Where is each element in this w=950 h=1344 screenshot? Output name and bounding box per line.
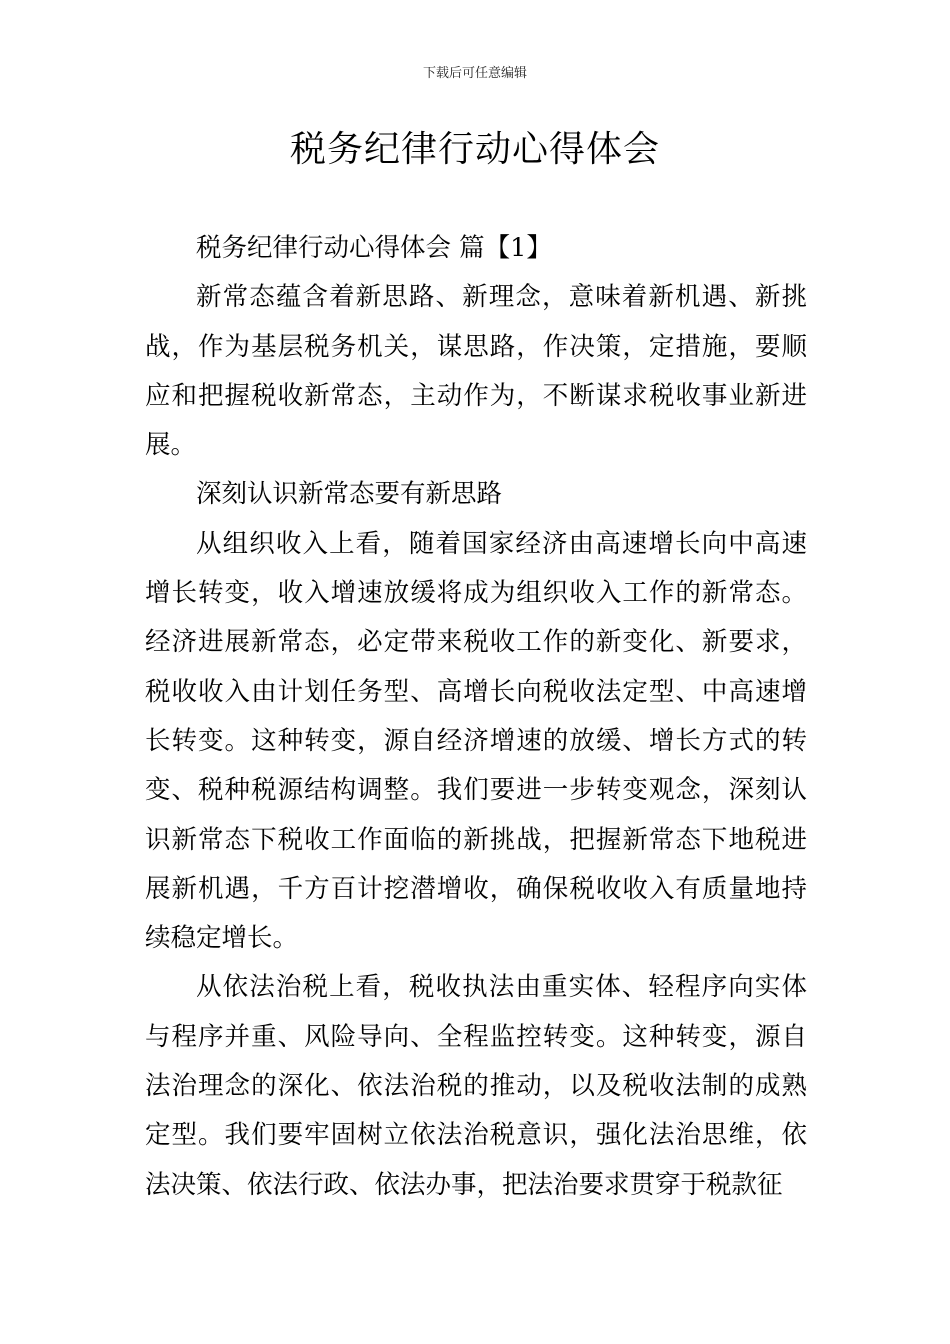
page-header-note: 下载后可任意编辑 xyxy=(422,66,527,81)
section-heading: 税务纪律行动心得体会 篇【1】 xyxy=(196,233,552,263)
paragraph: 新常态蕴含着新思路、新理念，意味着新机遇、新挑战，作为基层税务机关，谋思路，作决策，定措施，要顺应和把握税收新常态，主动作为，不断谋求税收事业新进展。 xyxy=(145,282,807,461)
paragraph: 从组织收入上看，随着国家经济由高速增长向中高速增长转变，收入增速放缓将成为组织收入工作的新常态。经济进展新常态，必定带来税收工作的新变化、新要求，税收收入由计划任务型、高增长向税收法定型、中高速增长转变。这种转变，源自经济增速的放缓、增长方式的转变、税种税源结构调整。我们要进一步转变观念，深刻认识新常态下税收工作面临的新挑战，把握新常态下地税进展新机遇，千方百计挖潜增收，确保税收收入有质量地持续稳定增长。 xyxy=(145,528,807,954)
document-title: 税务纪律行动心得体会 xyxy=(289,129,660,170)
paragraph: 从依法治税上看，税收执法由重实体、轻程序向实体与程序并重、风险导向、全程监控转变。这种转变，源自法治理念的深化、依法治税的推动，以及税收法制的成熟定型。我们要牢固树立依法治税意识，强化法治思维，依法决策、依法行政、依法办事，把法治要求贯穿于税款征 xyxy=(145,972,807,1200)
subheading: 深刻认识新常态要有新思路 xyxy=(196,479,503,510)
document-body xyxy=(145,224,807,1210)
